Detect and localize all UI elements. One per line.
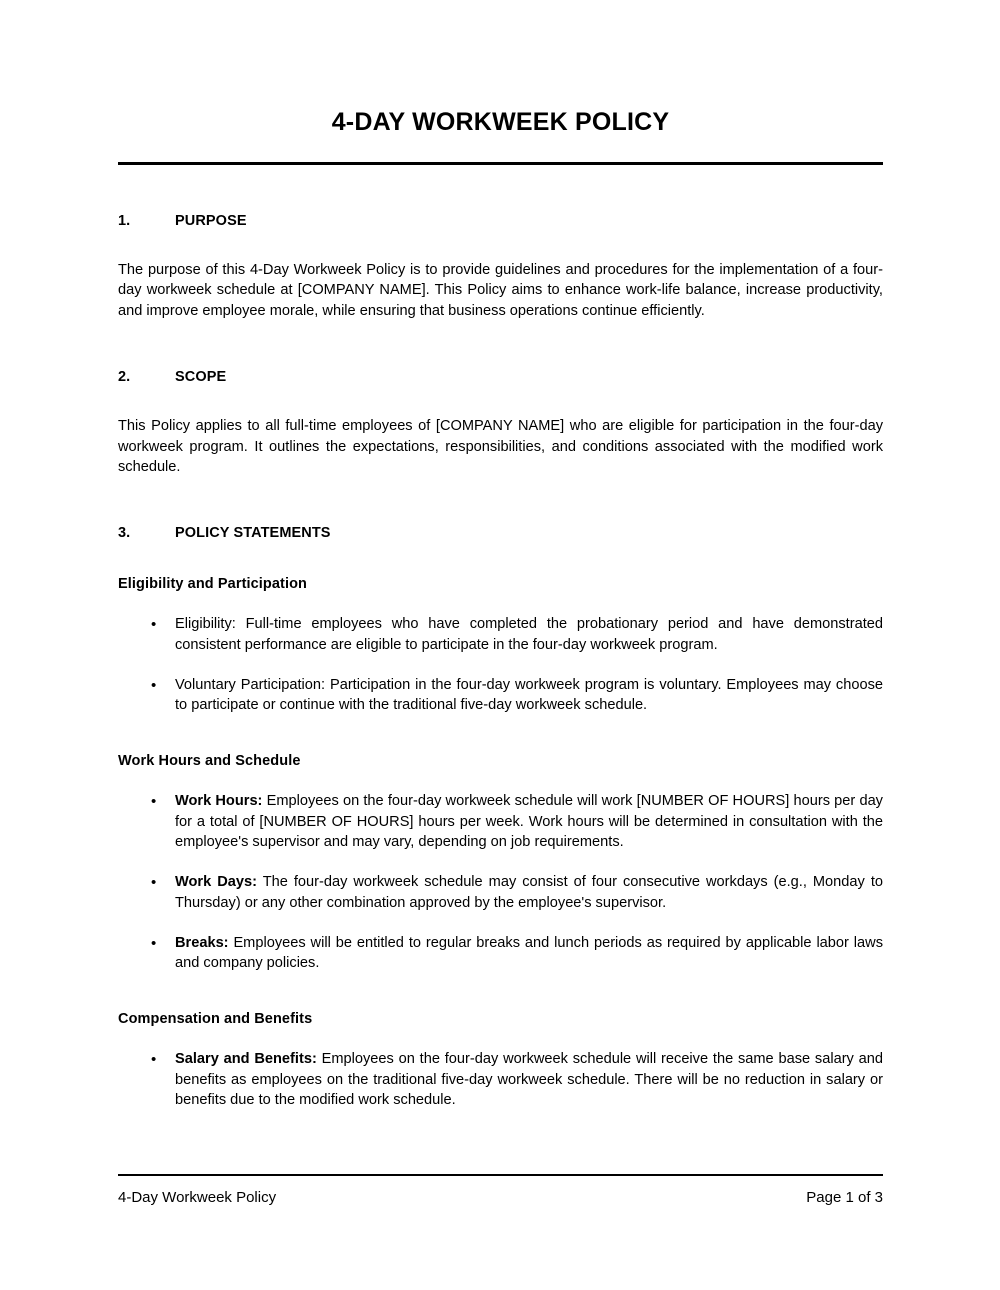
spacer [118,1027,883,1049]
bullet-icon: • [151,676,157,694]
bullet-lead: Work Days: [175,874,257,891]
bullet-icon: • [151,792,157,810]
spacer [118,385,883,416]
spacer [118,229,883,260]
section-number-2: 2. [118,368,131,385]
bullet-list-compensation [118,1049,883,1111]
bullet-text: Voluntary Participation: Participation in the four-day workweek program is voluntary. Employees may choose to participate or continue with the traditional five-day workweek schedule. [175,676,883,714]
bullet-icon: • [151,934,157,952]
spacer [118,541,883,576]
footer-document-name: 4-Day Workweek Policy [118,1189,277,1206]
page-footer [118,1174,883,1207]
bullet-icon: • [151,1050,157,1068]
spacer [118,165,883,213]
bullet-list-eligibility [118,614,883,716]
section-heading-1 [118,213,883,229]
subsection-heading-compensation: Compensation and Benefits [118,1010,313,1027]
list-item [118,1049,883,1111]
section-paragraph-2: This Policy applies to all full-time employees of [COMPANY NAME] who are eligible for participation in the four-day workweek program. It outlines the expectations, responsibilities, and conditions associated with the modified work schedule. [118,417,883,476]
spacer [118,769,883,791]
bullet-lead: Work Hours: [175,792,263,809]
spacer [118,322,883,369]
section-number-3: 3. [118,525,131,542]
list-item [118,675,883,716]
bullet-text: The four-day workweek schedule may consist of four consecutive workdays (e.g., Monday to Thursday) or any other combination approved by the employee's supervisor. [175,874,883,911]
bullet-text: Employees on the four-day workweek schedule will work [NUMBER OF HOURS] hours per day for a total of [NUMBER OF HOURS] hours per week. Work hours will be determined in consultation with the employee's supervisor and may vary, depending on job requirements. [175,792,883,851]
list-item [118,791,883,853]
subsection-heading-eligibility: Eligibility and Participation [118,576,308,593]
bullet-lead: Breaks: [175,934,229,951]
spacer [118,974,883,1011]
bullet-text: Employees will be entitled to regular breaks and lunch periods as required by applicable labor laws and company policies. [175,934,883,972]
bullet-lead: Salary and Benefits: [175,1050,317,1067]
document-content [118,0,883,1111]
spacer [118,478,883,525]
list-item [118,933,883,974]
list-item [118,614,883,655]
footer-page-number: Page 1 of 3 [806,1189,883,1206]
page-title: 4-DAY WORKWEEK POLICY [331,108,670,136]
section-heading-3 [118,525,883,541]
spacer [118,716,883,753]
section-heading-2 [118,369,883,385]
bullet-icon: • [151,874,157,892]
bullet-text: Eligibility: Full-time employees who have completed the probationary period and have demonstrated consistent performance are eligible to participate in the four-day workweek program. [175,616,883,653]
bullet-list-work-hours [118,791,883,974]
list-item [118,872,883,913]
subsection-heading-work-hours: Work Hours and Schedule [118,752,301,769]
section-number-1: 1. [118,212,131,229]
bullet-icon: • [151,616,157,634]
footer-row [118,1189,883,1207]
section-label-3: POLICY STATEMENTS [175,525,331,542]
section-paragraph-1: The purpose of this 4-Day Workweek Policy is to provide guidelines and procedures for the implementation of a four-day workweek schedule at [COMPANY NAME]. This Policy aims to enhance work-life balance, increase productivity, and improve employee morale, while ensuring that business operations continue efficiently. [118,261,883,320]
section-label-1: PURPOSE [175,212,247,229]
section-label-2: SCOPE [175,368,227,385]
spacer [118,592,883,614]
bullet-text: Employees on the four-day workweek schedule will receive the same base salary and benefits as employees on the traditional five-day workweek schedule. There will be no reduction in salary or benefits due to the modified work schedule. [175,1050,884,1109]
footer-divider [118,1174,883,1176]
